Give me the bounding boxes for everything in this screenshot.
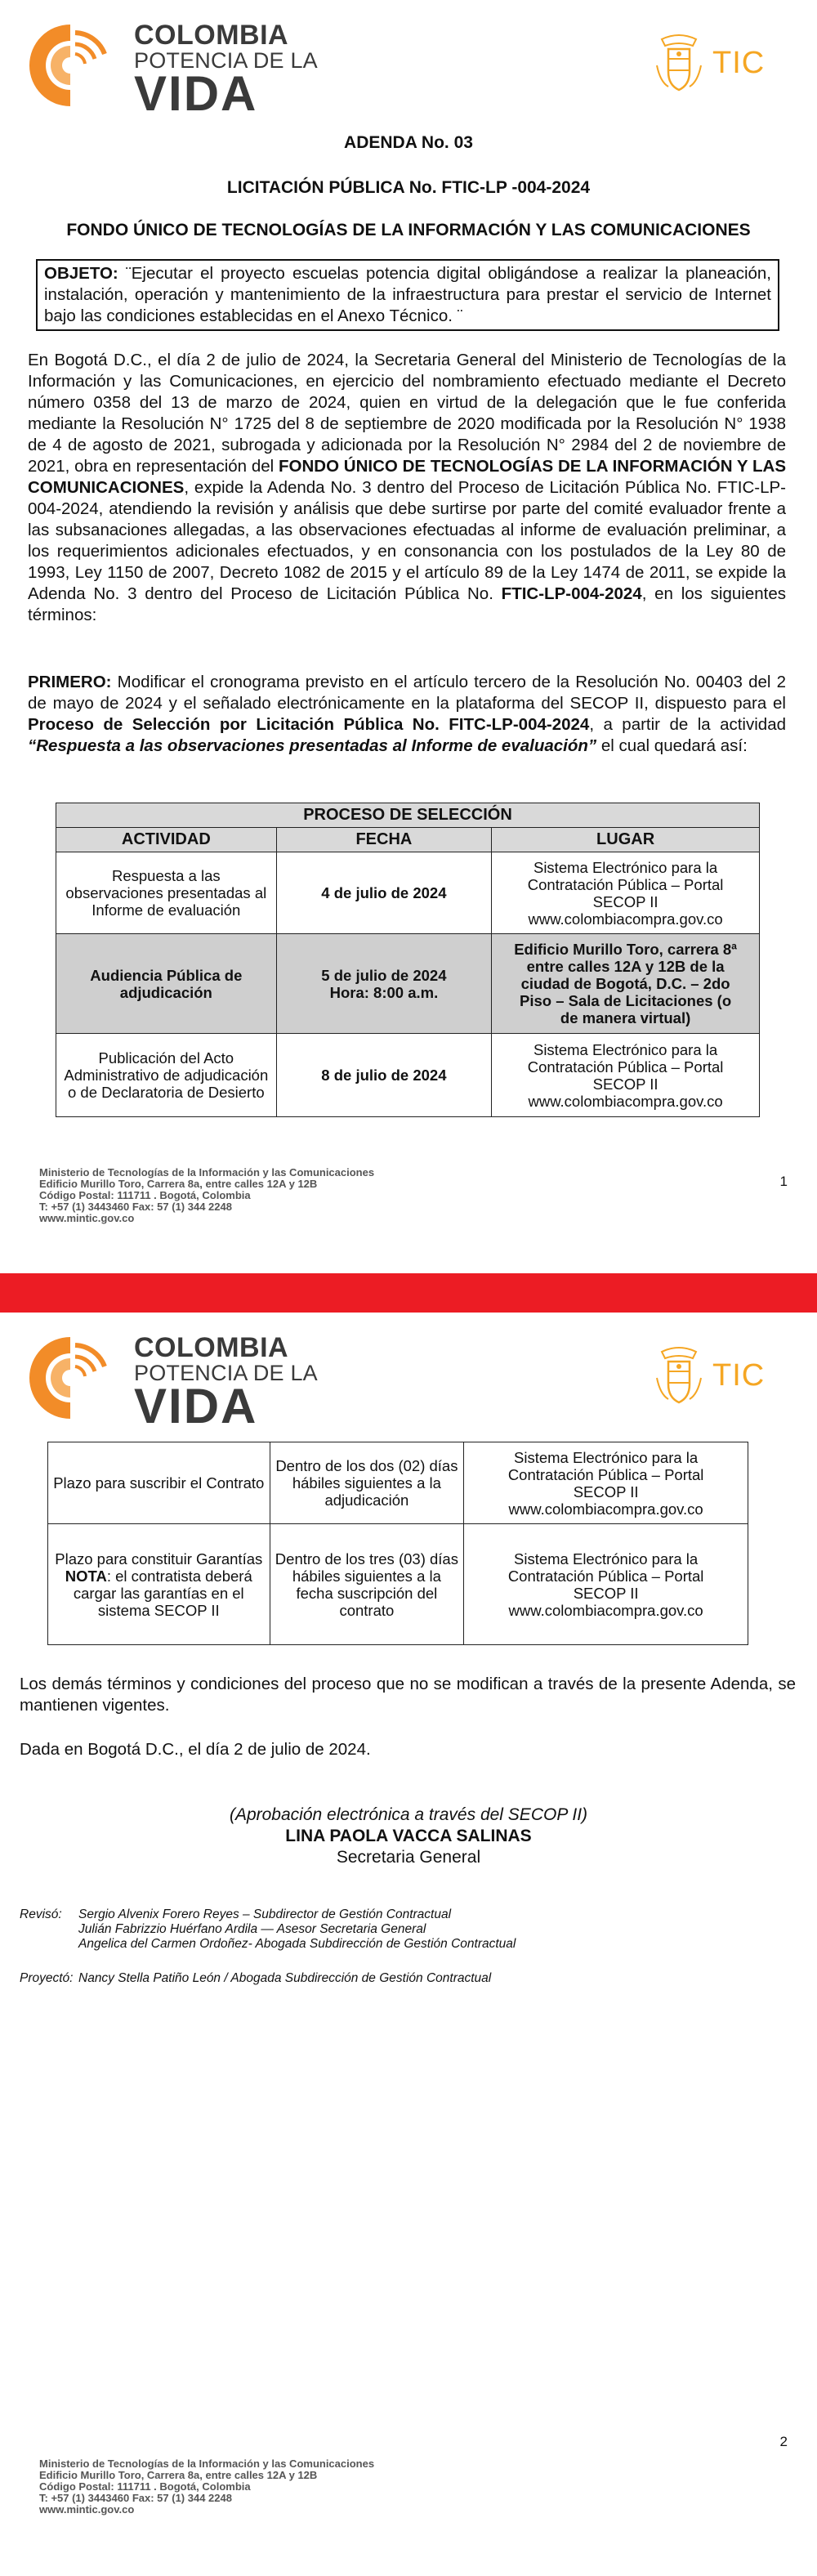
page-footer xyxy=(39,2458,374,2516)
lugar-line: entre calles 12A y 12B de la xyxy=(526,958,725,975)
brand-wordmark xyxy=(134,20,318,121)
first-article-text-c: , a partir de la actividad xyxy=(589,715,786,734)
fund-title: FONDO ÚNICO DE TECNOLOGÍAS DE LA INFORMACIÓN Y LAS COMUNICACIONES xyxy=(66,221,751,239)
signature-note: (Aprobación electrónica a través del SECOP II) xyxy=(229,1805,588,1824)
intro-text-c: , expide la Adenda No. 3 dentro del Proceso de Licitación Pública No. FTIC-LP-004-2024, atendiendo la revisión y análisis que debe surtirse por parte del comité evaluador frente a las subsanaciones allegadas, a las observaciones efectuadas al informe de evaluación preliminar, a los requerimientos adicionales efectuados, y en consonancia con los postulados de la Ley 80 de 1993, Ley 1150 de 2007, Decreto 1082 de 2015 y el artículo 89 de la Ley 1474 de 2011, se expide la Adenda No. 3 dentro del Proceso de Licitación Pública No. xyxy=(28,478,786,603)
page-divider xyxy=(0,1273,817,1313)
actividad-text: Plazo para constituir Garantías xyxy=(55,1550,263,1568)
cell-lugar xyxy=(492,1034,760,1117)
lugar-line: www.colombiacompra.gov.co xyxy=(508,1601,703,1619)
lugar-line: www.colombiacompra.gov.co xyxy=(528,910,723,928)
footer-line: T: +57 (1) 3443460 Fax: 57 (1) 344 2248 xyxy=(39,2492,232,2504)
document-page-1 xyxy=(0,0,817,1273)
prepared-by xyxy=(20,1971,491,1986)
table-title: PROCESO DE SELECCIÓN xyxy=(56,803,760,828)
footer-line: T: +57 (1) 3443460 Fax: 57 (1) 344 2248 xyxy=(39,1201,232,1213)
prepared-label: Proyectó: xyxy=(20,1971,74,1985)
lugar-line: SECOP II xyxy=(573,1584,639,1602)
colombia-coat-of-arms-icon xyxy=(654,1345,704,1409)
lugar-line: Contratación Pública – Portal xyxy=(527,1058,724,1076)
brand-line-3: VIDA xyxy=(134,66,258,121)
colombia-vida-emblem-icon xyxy=(26,1334,114,1422)
lugar-line: Contratación Pública – Portal xyxy=(507,1465,704,1483)
lugar-line: Contratación Pública – Portal xyxy=(507,1567,704,1585)
brand-line-2: POTENCIA DE LA xyxy=(134,48,318,73)
col-header-actividad: ACTIVIDAD xyxy=(56,828,277,852)
table-row xyxy=(48,1442,748,1524)
intro-process-number: FTIC-LP-004-2024 xyxy=(501,584,642,603)
table-row xyxy=(56,934,760,1034)
signatory-name: LINA PAOLA VACCA SALINAS xyxy=(285,1827,532,1845)
page-number: 2 xyxy=(779,2434,788,2449)
tic-wordmark: TIC xyxy=(712,1358,766,1393)
cell-fecha xyxy=(276,934,492,1034)
footer-line: www.mintic.gov.co xyxy=(39,2503,135,2516)
table-title-row xyxy=(56,803,760,828)
cell-fecha: 4 de julio de 2024 xyxy=(276,852,492,934)
footer-line: Edificio Murillo Toro, Carrera 8a, entre calles 12A y 12B xyxy=(39,1178,318,1190)
first-article-text-e: el cual quedará así: xyxy=(596,736,748,755)
objective-box xyxy=(36,259,779,331)
lugar-line: SECOP II xyxy=(573,1483,639,1500)
lugar-line: de manera virtual) xyxy=(560,1009,691,1026)
preparer: Nancy Stella Patiño León / Abogada Subdirección de Gestión Contractual xyxy=(78,1971,492,1985)
cell-lugar xyxy=(492,852,760,934)
colombia-vida-emblem-icon xyxy=(26,21,114,110)
table-row xyxy=(56,1034,760,1117)
closing-paragraph: Los demás términos y condiciones del proceso que no se modifican a través de la presente Adenda, se mantienen vigentes. xyxy=(20,1675,796,1715)
reviewer: Angelica del Carmen Ordoñez- Abogada Subdirección de Gestión Contractual xyxy=(78,1937,516,1951)
lugar-line: Sistema Electrónico para la xyxy=(533,1040,718,1058)
page-header xyxy=(0,0,817,123)
selection-process-table xyxy=(56,803,760,1117)
footer-line: Código Postal: 111711 . Bogotá, Colombia xyxy=(39,2480,251,2493)
lugar-line: ciudad de Bogotá, D.C. – 2do xyxy=(520,975,730,992)
intro-text-a: En Bogotá D.C., el día 2 de julio de 2024, la Secretaria General del Ministerio de Tecnologías de la Información y las Comunicaciones, en ejercicio del nombramiento efectuado mediante el Decreto número 0358 del 13 de marzo de 2024, quien en virtud de la delegación que le fue conferida mediante la Resolución N° 1725 del 8 de septiembre de 2020 modificada por la Resolución N° 1938 de 4 de agosto de 2021, subrogada y adicionada por la Resolución N° 2984 del 2 de noviembre de 2021, obra en representación del xyxy=(28,351,786,476)
cell-lugar xyxy=(464,1524,748,1645)
cell-actividad xyxy=(48,1524,270,1645)
col-header-fecha: FECHA xyxy=(276,828,492,852)
intro-paragraph xyxy=(28,350,786,626)
table-header-row xyxy=(56,828,760,852)
intro-text-e: , en los siguientes términos: xyxy=(28,584,786,624)
cell-actividad: Plazo para suscribir el Contrato xyxy=(48,1442,270,1524)
cell-fecha: Dentro de los tres (03) días hábiles siguientes a la fecha suscripción del contrato xyxy=(270,1524,464,1645)
first-article-activity: “Respuesta a las observaciones presentadas al Informe de evaluación” xyxy=(28,736,597,755)
footer-line: Ministerio de Tecnologías de la Información y las Comunicaciones xyxy=(39,2457,375,2470)
cell-lugar xyxy=(492,934,760,1034)
tender-title: LICITACIÓN PÚBLICA No. FTIC-LP -004-2024 xyxy=(226,178,591,197)
page-number: 1 xyxy=(779,1174,788,1189)
date-paragraph: Dada en Bogotá D.C., el día 2 de julio de 2024. xyxy=(20,1740,371,1759)
brand-line-1: COLOMBIA xyxy=(134,1332,289,1363)
table-row xyxy=(56,852,760,934)
lugar-line: Sistema Electrónico para la xyxy=(514,1448,699,1466)
lugar-line: SECOP II xyxy=(592,892,659,910)
lugar-line: www.colombiacompra.gov.co xyxy=(528,1092,723,1110)
reviewer: Julián Fabrizzio Huérfano Ardila — Asesor Secretaria General xyxy=(78,1922,426,1936)
nota-label: NOTA xyxy=(65,1567,107,1585)
lugar-line: Piso – Sala de Licitaciones (o xyxy=(520,992,732,1009)
cell-lugar xyxy=(464,1442,748,1524)
table-row xyxy=(48,1524,748,1645)
first-article-process: Proceso de Selección por Licitación Pública No. FITC-LP-004-2024 xyxy=(28,715,590,734)
reviewer: Sergio Alvenix Forero Reyes – Subdirector de Gestión Contractual xyxy=(78,1907,452,1921)
colombia-coat-of-arms-icon xyxy=(654,33,704,96)
lugar-line: Sistema Electrónico para la xyxy=(533,858,718,876)
footer-line: www.mintic.gov.co xyxy=(39,1212,135,1224)
signatory-role: Secretaria General xyxy=(336,1848,481,1867)
brand-wordmark xyxy=(134,1332,318,1433)
first-article-paragraph xyxy=(28,672,786,757)
footer-line: Ministerio de Tecnologías de la Información y las Comunicaciones xyxy=(39,1166,375,1178)
brand-line-3: VIDA xyxy=(134,1379,258,1433)
first-article-text-a: Modificar el cronograma previsto en el artículo tercero de la Resolución No. 00403 del 2 de mayo de 2024 y el señalado electrónicamente en la plataforma del SECOP II, dispuesto para el xyxy=(28,673,786,713)
first-article-label: PRIMERO: xyxy=(28,673,112,691)
tic-wordmark: TIC xyxy=(712,46,766,80)
brand-line-1: COLOMBIA xyxy=(134,20,289,51)
col-header-lugar: LUGAR xyxy=(492,828,760,852)
cell-fecha: Dentro de los dos (02) días hábiles siguientes a la adjudicación xyxy=(270,1442,464,1524)
cell-actividad: Respuesta a las observaciones presentadas al Informe de evaluación xyxy=(56,852,277,934)
lugar-line: Contratación Pública – Portal xyxy=(527,875,724,893)
cell-actividad: Audiencia Pública de adjudicación xyxy=(56,934,277,1034)
footer-line: Código Postal: 111711 . Bogotá, Colombia xyxy=(39,1189,251,1201)
lugar-line: Sistema Electrónico para la xyxy=(514,1550,699,1568)
page-header xyxy=(0,1313,817,1435)
nota-text: : el contratista deberá cargar las garantías en el sistema SECOP II xyxy=(73,1567,252,1619)
cell-fecha: 8 de julio de 2024 xyxy=(276,1034,492,1117)
objective-text: ¨Ejecutar el proyecto escuelas potencia digital obligándose a realizar la planeación, instalación, operación y mantenimiento de la infraestructura para prestar el servicio de Internet bajo las condiciones establecidas en el Anexo Técnico. ¨ xyxy=(44,264,771,325)
intro-fund-name: FONDO ÚNICO DE TECNOLOGÍAS DE LA INFORMACIÓN Y LAS COMUNICACIONES xyxy=(28,457,786,497)
footer-line: Edificio Murillo Toro, Carrera 8a, entre calles 12A y 12B xyxy=(39,2469,318,2481)
cell-actividad: Publicación del Acto Administrativo de adjudicación o de Declaratoria de Desierto xyxy=(56,1034,277,1117)
hora-line: Hora: 8:00 a.m. xyxy=(329,983,439,1001)
objective-label: OBJETO: xyxy=(44,264,118,283)
page-footer xyxy=(39,1167,374,1224)
lugar-line: www.colombiacompra.gov.co xyxy=(508,1500,703,1518)
addendum-title: ADENDA No. 03 xyxy=(344,133,473,152)
selection-process-table-continued xyxy=(47,1442,748,1645)
lugar-line: SECOP II xyxy=(592,1075,659,1093)
reviewed-label: Revisó: xyxy=(20,1907,62,1921)
document-page-2 xyxy=(0,1313,817,2576)
fecha-line: 5 de julio de 2024 xyxy=(321,966,447,984)
brand-line-2: POTENCIA DE LA xyxy=(134,1361,318,1385)
lugar-line: Edificio Murillo Toro, carrera 8ª xyxy=(514,941,737,958)
reviewed-by xyxy=(20,1907,516,1952)
